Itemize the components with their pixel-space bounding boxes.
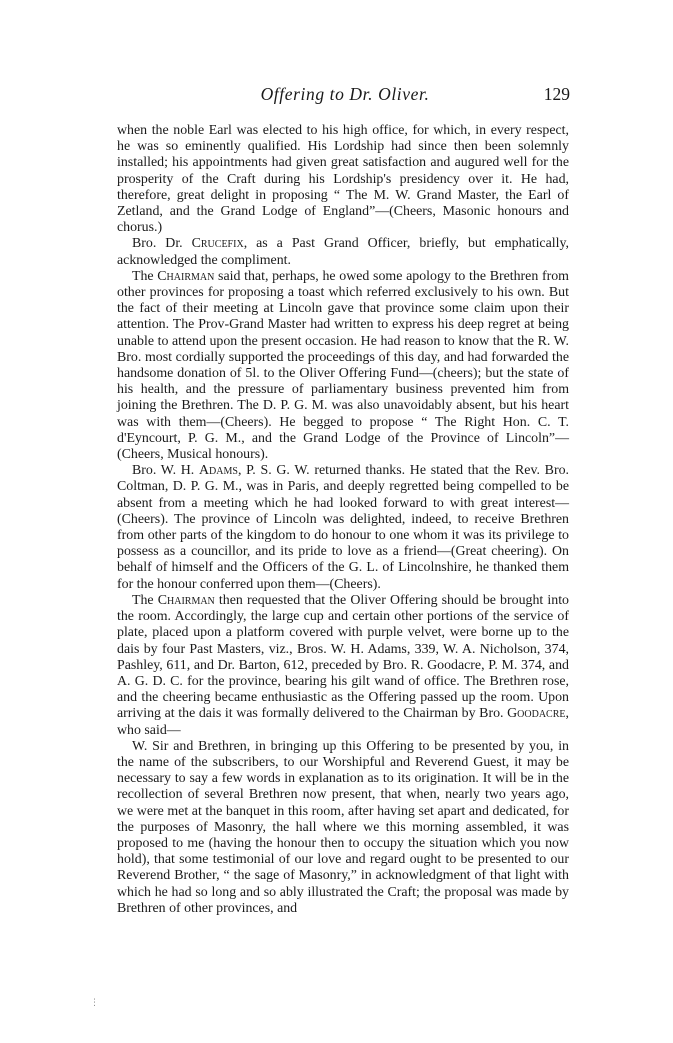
text-run: said that, perhaps, he owed some apology to the Brethren from other provinces for proposing a toast which referred exclusively to his own. But the fact of their meeting at Lincoln gave that province some claim upon their attention. The Prov-Grand Master had written to express his deep regret at being unable to attend upon the present occasion. He had reason to know that the R. W. Bro. most cordially supported the proceedings of this day, and had forwarded the handsome donation of 5l. to the Oliver Offering Fund—(cheers); but the state of his health, and the pressure of parliamentary business prevented him from joining the Brethren. The D. P. G. M. was also unavoidably absent, but his heart was with them—(Cheers). He begged to propose “ The Right Hon. C. T. d'Eyncourt, P. G. M., and the Grand Lodge of the Province of Lincoln”—(Cheers, Musical honours). [117,268,569,463]
text-run: Bro. Dr. [132,236,192,252]
paragraph-2 [117,236,569,268]
page-number: 129 [543,84,570,104]
text-run: , P. S. G. W. returned thanks. He stated that the Rev. Bro. Coltman, D. P. G. M., was in Paris, and deeply regretted being compelled to be absent from a meeting which he had looked forward to with great interest—(Cheers). The province of Lincoln was delighted, indeed, to receive Brethren from other parts of the kingdom to do honour to one whom it was its privilege to possess as a councillor, and its pride to love as a friend—(Great cheering). On behalf of himself and the Officers of the G. L. of Lincolnshire, he thanked them for the honour conferred upon them—(Cheers). [117,463,569,592]
small-caps-name: Goodacre [507,706,566,722]
running-title: Offering to Dr. Oliver. [260,84,430,104]
paragraph-6: W. Sir and Brethren, in bringing up this Offering to be presented by you, in the name of the subscribers, to our Worshipful and Reverend Guest, it may be necessary to say a few words in explanation as to its origination. It will be in the recollection of several Brethren now present, that when, nearly two years ago, we were met at the banquet in this room, after having set apart and dedicated, for the purposes of Masonry, the hall where we this morning assembled, it was proposed to me (having the honour then to occupy the situation which you now hold), that some testimonial of our love and regard ought to be presented to our Reverend Brother, “ the sage of Masonry,” in acknowledgment of that light with which he had so long and so ably illustrated the Craft; the proposal was made by Brethren of other provinces, and [117,738,569,916]
small-caps-name: Chairman [157,592,215,608]
margin-mark: ⋮ [90,998,99,1008]
text-run: then requested that the Oliver Offering should be brought into the room. Accordingly, the large cup and certain other portions of the service of plate, placed upon a platform covered with purple velvet, were borne up to the dais by four Past Masters, viz., Bros. W. H. Adams, 339, W. A. Nicholson, 374, Pashley, 611, and Dr. Barton, 612, preceded by Bro. R. Goodacre, P. M. 374, and A. G. D. C. for the province, bearing his gilt wand of office. The Brethren rose, and the cheering became enthusiastic as the Offering passed up the room. Upon arriving at the dais it was formally delivered to the Chairman by Bro. [117,592,570,722]
small-caps-name: Adams [199,463,238,479]
text-run: , as a Past Grand Officer, briefly, but emphatically, acknowledged the compliment. [117,236,569,268]
paragraph-3 [117,269,569,463]
page-header [120,84,570,110]
body-text [117,123,569,917]
paragraph-1: when the noble Earl was elected to his high office, for which, in every respect, he was so eminently qualified. His Lordship had since then been solemnly installed; his appointments had given great satisfaction and augured well for the prosperity of the Craft during his Lordship's presidency over it. He had, therefore, great delight in proposing “ The M. W. Grand Master, the Earl of Zetland, and the Grand Lodge of England”—(Cheers, Masonic honours and chorus.) [117,123,569,236]
paragraph-5 [117,593,569,739]
small-caps-name: Crucefix [191,236,244,252]
text-run: , who said— [117,706,569,738]
text-run: Bro. W. H. [132,463,199,479]
small-caps-name: Chairman [157,268,215,284]
text-run: The [132,268,158,284]
paragraph-4 [117,463,569,593]
text-run: The [132,592,158,608]
